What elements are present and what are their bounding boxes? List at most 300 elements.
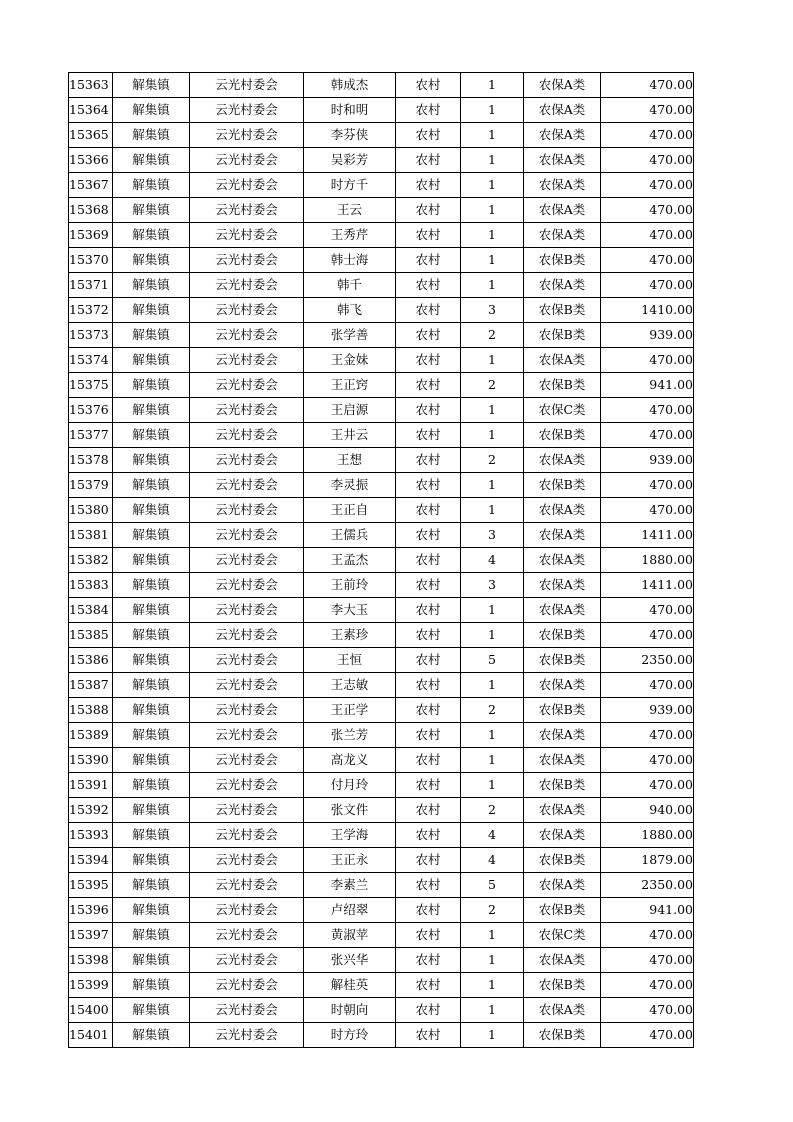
village-committee-cell: 云光村委会 xyxy=(190,848,304,873)
residence-type-cell: 农村 xyxy=(396,923,461,948)
town-cell: 解集镇 xyxy=(113,223,190,248)
insurance-category-cell: 农保A类 xyxy=(524,98,601,123)
person-name-cell: 李芬侠 xyxy=(304,123,396,148)
table-row xyxy=(69,573,694,598)
record-id-cell: 15369 xyxy=(69,223,113,248)
insurance-category-cell: 农保C类 xyxy=(524,923,601,948)
insurance-category-cell: 农保A类 xyxy=(524,573,601,598)
amount-cell: 470.00 xyxy=(601,748,694,773)
record-id-cell: 15391 xyxy=(69,773,113,798)
person-name-cell: 王正永 xyxy=(304,848,396,873)
record-id-cell: 15401 xyxy=(69,1023,113,1048)
table-row xyxy=(69,848,694,873)
household-count-cell: 2 xyxy=(461,698,524,723)
town-cell: 解集镇 xyxy=(113,873,190,898)
amount-cell: 470.00 xyxy=(601,423,694,448)
village-committee-cell: 云光村委会 xyxy=(190,323,304,348)
insurance-category-cell: 农保A类 xyxy=(524,823,601,848)
household-count-cell: 1 xyxy=(461,98,524,123)
record-id-cell: 15393 xyxy=(69,823,113,848)
village-committee-cell: 云光村委会 xyxy=(190,148,304,173)
village-committee-cell: 云光村委会 xyxy=(190,973,304,998)
record-id-cell: 15389 xyxy=(69,723,113,748)
record-id-cell: 15381 xyxy=(69,523,113,548)
village-committee-cell: 云光村委会 xyxy=(190,98,304,123)
record-id-cell: 15396 xyxy=(69,898,113,923)
person-name-cell: 卢绍翠 xyxy=(304,898,396,923)
village-committee-cell: 云光村委会 xyxy=(190,573,304,598)
amount-cell: 470.00 xyxy=(601,998,694,1023)
village-committee-cell: 云光村委会 xyxy=(190,998,304,1023)
person-name-cell: 王学海 xyxy=(304,823,396,848)
amount-cell: 941.00 xyxy=(601,898,694,923)
amount-cell: 2350.00 xyxy=(601,648,694,673)
person-name-cell: 王儒兵 xyxy=(304,523,396,548)
record-id-cell: 15373 xyxy=(69,323,113,348)
table-row xyxy=(69,323,694,348)
table-row xyxy=(69,173,694,198)
insurance-category-cell: 农保B类 xyxy=(524,698,601,723)
table-row xyxy=(69,998,694,1023)
record-id-cell: 15374 xyxy=(69,348,113,373)
town-cell: 解集镇 xyxy=(113,898,190,923)
village-committee-cell: 云光村委会 xyxy=(190,923,304,948)
table-row xyxy=(69,723,694,748)
household-count-cell: 1 xyxy=(461,748,524,773)
record-id-cell: 15382 xyxy=(69,548,113,573)
amount-cell: 470.00 xyxy=(601,348,694,373)
household-count-cell: 1 xyxy=(461,148,524,173)
town-cell: 解集镇 xyxy=(113,573,190,598)
table-row xyxy=(69,348,694,373)
amount-cell: 470.00 xyxy=(601,973,694,998)
residence-type-cell: 农村 xyxy=(396,998,461,1023)
record-id-cell: 15367 xyxy=(69,173,113,198)
residence-type-cell: 农村 xyxy=(396,298,461,323)
town-cell: 解集镇 xyxy=(113,448,190,473)
residence-type-cell: 农村 xyxy=(396,698,461,723)
residence-type-cell: 农村 xyxy=(396,723,461,748)
town-cell: 解集镇 xyxy=(113,848,190,873)
amount-cell: 470.00 xyxy=(601,248,694,273)
record-id-cell: 15399 xyxy=(69,973,113,998)
amount-cell: 470.00 xyxy=(601,773,694,798)
village-committee-cell: 云光村委会 xyxy=(190,398,304,423)
residence-type-cell: 农村 xyxy=(396,198,461,223)
town-cell: 解集镇 xyxy=(113,623,190,648)
town-cell: 解集镇 xyxy=(113,398,190,423)
table-row xyxy=(69,548,694,573)
household-count-cell: 3 xyxy=(461,573,524,598)
town-cell: 解集镇 xyxy=(113,148,190,173)
amount-cell: 470.00 xyxy=(601,948,694,973)
amount-cell: 470.00 xyxy=(601,598,694,623)
residence-type-cell: 农村 xyxy=(396,73,461,98)
insurance-category-cell: 农保A类 xyxy=(524,548,601,573)
insurance-category-cell: 农保A类 xyxy=(524,173,601,198)
residence-type-cell: 农村 xyxy=(396,548,461,573)
household-count-cell: 2 xyxy=(461,373,524,398)
amount-cell: 470.00 xyxy=(601,673,694,698)
town-cell: 解集镇 xyxy=(113,598,190,623)
residence-type-cell: 农村 xyxy=(396,223,461,248)
village-committee-cell: 云光村委会 xyxy=(190,473,304,498)
table-row xyxy=(69,1023,694,1048)
table-row xyxy=(69,98,694,123)
residence-type-cell: 农村 xyxy=(396,673,461,698)
town-cell: 解集镇 xyxy=(113,473,190,498)
record-id-cell: 15378 xyxy=(69,448,113,473)
person-name-cell: 王前玲 xyxy=(304,573,396,598)
record-id-cell: 15395 xyxy=(69,873,113,898)
town-cell: 解集镇 xyxy=(113,973,190,998)
record-id-cell: 15371 xyxy=(69,273,113,298)
village-committee-cell: 云光村委会 xyxy=(190,873,304,898)
person-name-cell: 李素兰 xyxy=(304,873,396,898)
table-row xyxy=(69,598,694,623)
record-id-cell: 15394 xyxy=(69,848,113,873)
record-id-cell: 15385 xyxy=(69,623,113,648)
amount-cell: 1411.00 xyxy=(601,573,694,598)
table-row xyxy=(69,73,694,98)
table-row xyxy=(69,373,694,398)
household-count-cell: 1 xyxy=(461,123,524,148)
insurance-category-cell: 农保B类 xyxy=(524,773,601,798)
town-cell: 解集镇 xyxy=(113,723,190,748)
town-cell: 解集镇 xyxy=(113,523,190,548)
insurance-category-cell: 农保B类 xyxy=(524,898,601,923)
residence-type-cell: 农村 xyxy=(396,123,461,148)
person-name-cell: 韩士海 xyxy=(304,248,396,273)
town-cell: 解集镇 xyxy=(113,998,190,1023)
record-id-cell: 15387 xyxy=(69,673,113,698)
insurance-category-cell: 农保A类 xyxy=(524,873,601,898)
amount-cell: 1880.00 xyxy=(601,548,694,573)
town-cell: 解集镇 xyxy=(113,923,190,948)
town-cell: 解集镇 xyxy=(113,173,190,198)
amount-cell: 470.00 xyxy=(601,473,694,498)
town-cell: 解集镇 xyxy=(113,248,190,273)
town-cell: 解集镇 xyxy=(113,773,190,798)
residence-type-cell: 农村 xyxy=(396,748,461,773)
residence-type-cell: 农村 xyxy=(396,423,461,448)
table-row xyxy=(69,223,694,248)
amount-cell: 470.00 xyxy=(601,273,694,298)
person-name-cell: 王正自 xyxy=(304,498,396,523)
insurance-category-cell: 农保B类 xyxy=(524,473,601,498)
amount-cell: 940.00 xyxy=(601,798,694,823)
amount-cell: 939.00 xyxy=(601,448,694,473)
amount-cell: 470.00 xyxy=(601,1023,694,1048)
person-name-cell: 李大玉 xyxy=(304,598,396,623)
village-committee-cell: 云光村委会 xyxy=(190,73,304,98)
person-name-cell: 韩成杰 xyxy=(304,73,396,98)
residence-type-cell: 农村 xyxy=(396,248,461,273)
village-committee-cell: 云光村委会 xyxy=(190,623,304,648)
village-committee-cell: 云光村委会 xyxy=(190,498,304,523)
record-id-cell: 15379 xyxy=(69,473,113,498)
town-cell: 解集镇 xyxy=(113,373,190,398)
table-row xyxy=(69,523,694,548)
insurance-category-cell: 农保A类 xyxy=(524,223,601,248)
record-id-cell: 15390 xyxy=(69,748,113,773)
record-id-cell: 15368 xyxy=(69,198,113,223)
amount-cell: 2350.00 xyxy=(601,873,694,898)
table-row xyxy=(69,623,694,648)
town-cell: 解集镇 xyxy=(113,98,190,123)
household-count-cell: 1 xyxy=(461,248,524,273)
town-cell: 解集镇 xyxy=(113,198,190,223)
table-row xyxy=(69,673,694,698)
village-committee-cell: 云光村委会 xyxy=(190,248,304,273)
record-id-cell: 15365 xyxy=(69,123,113,148)
amount-cell: 470.00 xyxy=(601,923,694,948)
town-cell: 解集镇 xyxy=(113,698,190,723)
residence-type-cell: 农村 xyxy=(396,573,461,598)
table-row xyxy=(69,873,694,898)
amount-cell: 1880.00 xyxy=(601,823,694,848)
residence-type-cell: 农村 xyxy=(396,448,461,473)
household-count-cell: 3 xyxy=(461,298,524,323)
village-committee-cell: 云光村委会 xyxy=(190,173,304,198)
residence-type-cell: 农村 xyxy=(396,873,461,898)
village-committee-cell: 云光村委会 xyxy=(190,223,304,248)
residence-type-cell: 农村 xyxy=(396,373,461,398)
amount-cell: 470.00 xyxy=(601,98,694,123)
household-count-cell: 1 xyxy=(461,623,524,648)
residence-type-cell: 农村 xyxy=(396,98,461,123)
village-committee-cell: 云光村委会 xyxy=(190,673,304,698)
roster-body xyxy=(69,73,694,1048)
village-committee-cell: 云光村委会 xyxy=(190,448,304,473)
town-cell: 解集镇 xyxy=(113,548,190,573)
household-count-cell: 1 xyxy=(461,198,524,223)
village-committee-cell: 云光村委会 xyxy=(190,548,304,573)
record-id-cell: 15372 xyxy=(69,298,113,323)
insurance-category-cell: 农保A类 xyxy=(524,598,601,623)
person-name-cell: 张兴华 xyxy=(304,948,396,973)
roster-table xyxy=(68,72,694,1048)
table-row xyxy=(69,898,694,923)
table-row xyxy=(69,498,694,523)
household-count-cell: 1 xyxy=(461,273,524,298)
residence-type-cell: 农村 xyxy=(396,148,461,173)
town-cell: 解集镇 xyxy=(113,823,190,848)
person-name-cell: 付月玲 xyxy=(304,773,396,798)
person-name-cell: 张文件 xyxy=(304,798,396,823)
table-row xyxy=(69,298,694,323)
village-committee-cell: 云光村委会 xyxy=(190,298,304,323)
table-row xyxy=(69,398,694,423)
insurance-category-cell: 农保B类 xyxy=(524,423,601,448)
household-count-cell: 1 xyxy=(461,423,524,448)
insurance-category-cell: 农保B类 xyxy=(524,1023,601,1048)
town-cell: 解集镇 xyxy=(113,273,190,298)
household-count-cell: 1 xyxy=(461,1023,524,1048)
amount-cell: 470.00 xyxy=(601,498,694,523)
record-id-cell: 15392 xyxy=(69,798,113,823)
record-id-cell: 15383 xyxy=(69,573,113,598)
insurance-category-cell: 农保A类 xyxy=(524,348,601,373)
insurance-category-cell: 农保A类 xyxy=(524,673,601,698)
insurance-category-cell: 农保A类 xyxy=(524,948,601,973)
record-id-cell: 15376 xyxy=(69,398,113,423)
village-committee-cell: 云光村委会 xyxy=(190,423,304,448)
table-row xyxy=(69,823,694,848)
town-cell: 解集镇 xyxy=(113,798,190,823)
residence-type-cell: 农村 xyxy=(396,948,461,973)
person-name-cell: 李灵振 xyxy=(304,473,396,498)
insurance-category-cell: 农保A类 xyxy=(524,448,601,473)
person-name-cell: 王井云 xyxy=(304,423,396,448)
residence-type-cell: 农村 xyxy=(396,623,461,648)
household-count-cell: 1 xyxy=(461,348,524,373)
amount-cell: 1879.00 xyxy=(601,848,694,873)
person-name-cell: 吴彩芳 xyxy=(304,148,396,173)
household-count-cell: 1 xyxy=(461,673,524,698)
amount-cell: 1411.00 xyxy=(601,523,694,548)
insurance-category-cell: 农保A类 xyxy=(524,198,601,223)
town-cell: 解集镇 xyxy=(113,423,190,448)
insurance-category-cell: 农保A类 xyxy=(524,998,601,1023)
household-count-cell: 1 xyxy=(461,773,524,798)
household-count-cell: 1 xyxy=(461,723,524,748)
residence-type-cell: 农村 xyxy=(396,323,461,348)
village-committee-cell: 云光村委会 xyxy=(190,373,304,398)
household-count-cell: 1 xyxy=(461,173,524,198)
table-row xyxy=(69,773,694,798)
record-id-cell: 15375 xyxy=(69,373,113,398)
record-id-cell: 15398 xyxy=(69,948,113,973)
person-name-cell: 王云 xyxy=(304,198,396,223)
table-row xyxy=(69,198,694,223)
record-id-cell: 15388 xyxy=(69,698,113,723)
residence-type-cell: 农村 xyxy=(396,473,461,498)
village-committee-cell: 云光村委会 xyxy=(190,273,304,298)
town-cell: 解集镇 xyxy=(113,673,190,698)
village-committee-cell: 云光村委会 xyxy=(190,823,304,848)
person-name-cell: 高龙义 xyxy=(304,748,396,773)
table-row xyxy=(69,123,694,148)
insurance-category-cell: 农保A类 xyxy=(524,273,601,298)
household-count-cell: 2 xyxy=(461,323,524,348)
insurance-category-cell: 农保B类 xyxy=(524,648,601,673)
household-count-cell: 1 xyxy=(461,973,524,998)
record-id-cell: 15377 xyxy=(69,423,113,448)
record-id-cell: 15397 xyxy=(69,923,113,948)
amount-cell: 470.00 xyxy=(601,223,694,248)
insurance-category-cell: 农保A类 xyxy=(524,73,601,98)
amount-cell: 470.00 xyxy=(601,73,694,98)
village-committee-cell: 云光村委会 xyxy=(190,773,304,798)
record-id-cell: 15384 xyxy=(69,598,113,623)
insurance-category-cell: 农保A类 xyxy=(524,498,601,523)
household-count-cell: 1 xyxy=(461,923,524,948)
table-row xyxy=(69,148,694,173)
residence-type-cell: 农村 xyxy=(396,273,461,298)
household-count-cell: 1 xyxy=(461,598,524,623)
person-name-cell: 王启源 xyxy=(304,398,396,423)
person-name-cell: 王孟杰 xyxy=(304,548,396,573)
insurance-category-cell: 农保A类 xyxy=(524,748,601,773)
town-cell: 解集镇 xyxy=(113,323,190,348)
village-committee-cell: 云光村委会 xyxy=(190,698,304,723)
residence-type-cell: 农村 xyxy=(396,173,461,198)
person-name-cell: 解桂英 xyxy=(304,973,396,998)
residence-type-cell: 农村 xyxy=(396,523,461,548)
insurance-category-cell: 农保B类 xyxy=(524,323,601,348)
person-name-cell: 时方千 xyxy=(304,173,396,198)
household-count-cell: 1 xyxy=(461,398,524,423)
record-id-cell: 15366 xyxy=(69,148,113,173)
residence-type-cell: 农村 xyxy=(396,348,461,373)
insurance-category-cell: 农保B类 xyxy=(524,623,601,648)
household-count-cell: 2 xyxy=(461,798,524,823)
town-cell: 解集镇 xyxy=(113,948,190,973)
household-count-cell: 1 xyxy=(461,948,524,973)
person-name-cell: 时和明 xyxy=(304,98,396,123)
town-cell: 解集镇 xyxy=(113,1023,190,1048)
household-count-cell: 5 xyxy=(461,648,524,673)
village-committee-cell: 云光村委会 xyxy=(190,648,304,673)
person-name-cell: 王志敏 xyxy=(304,673,396,698)
table-row xyxy=(69,798,694,823)
household-count-cell: 1 xyxy=(461,73,524,98)
household-count-cell: 1 xyxy=(461,498,524,523)
amount-cell: 1410.00 xyxy=(601,298,694,323)
town-cell: 解集镇 xyxy=(113,298,190,323)
town-cell: 解集镇 xyxy=(113,348,190,373)
village-committee-cell: 云光村委会 xyxy=(190,723,304,748)
person-name-cell: 王秀芹 xyxy=(304,223,396,248)
amount-cell: 939.00 xyxy=(601,323,694,348)
insurance-category-cell: 农保A类 xyxy=(524,723,601,748)
table-row xyxy=(69,973,694,998)
residence-type-cell: 农村 xyxy=(396,973,461,998)
household-count-cell: 4 xyxy=(461,548,524,573)
village-committee-cell: 云光村委会 xyxy=(190,1023,304,1048)
table-row xyxy=(69,948,694,973)
person-name-cell: 王正窍 xyxy=(304,373,396,398)
village-committee-cell: 云光村委会 xyxy=(190,748,304,773)
household-count-cell: 2 xyxy=(461,898,524,923)
village-committee-cell: 云光村委会 xyxy=(190,348,304,373)
table-row xyxy=(69,273,694,298)
insurance-category-cell: 农保B类 xyxy=(524,248,601,273)
residence-type-cell: 农村 xyxy=(396,898,461,923)
person-name-cell: 时朝向 xyxy=(304,998,396,1023)
table-row xyxy=(69,923,694,948)
household-count-cell: 1 xyxy=(461,998,524,1023)
amount-cell: 470.00 xyxy=(601,623,694,648)
town-cell: 解集镇 xyxy=(113,498,190,523)
residence-type-cell: 农村 xyxy=(396,1023,461,1048)
household-count-cell: 4 xyxy=(461,848,524,873)
village-committee-cell: 云光村委会 xyxy=(190,123,304,148)
insurance-category-cell: 农保B类 xyxy=(524,373,601,398)
person-name-cell: 王想 xyxy=(304,448,396,473)
residence-type-cell: 农村 xyxy=(396,798,461,823)
village-committee-cell: 云光村委会 xyxy=(190,598,304,623)
household-count-cell: 2 xyxy=(461,448,524,473)
household-count-cell: 5 xyxy=(461,873,524,898)
amount-cell: 470.00 xyxy=(601,398,694,423)
village-committee-cell: 云光村委会 xyxy=(190,948,304,973)
record-id-cell: 15364 xyxy=(69,98,113,123)
person-name-cell: 黄淑苹 xyxy=(304,923,396,948)
insurance-category-cell: 农保A类 xyxy=(524,798,601,823)
person-name-cell: 王金妹 xyxy=(304,348,396,373)
